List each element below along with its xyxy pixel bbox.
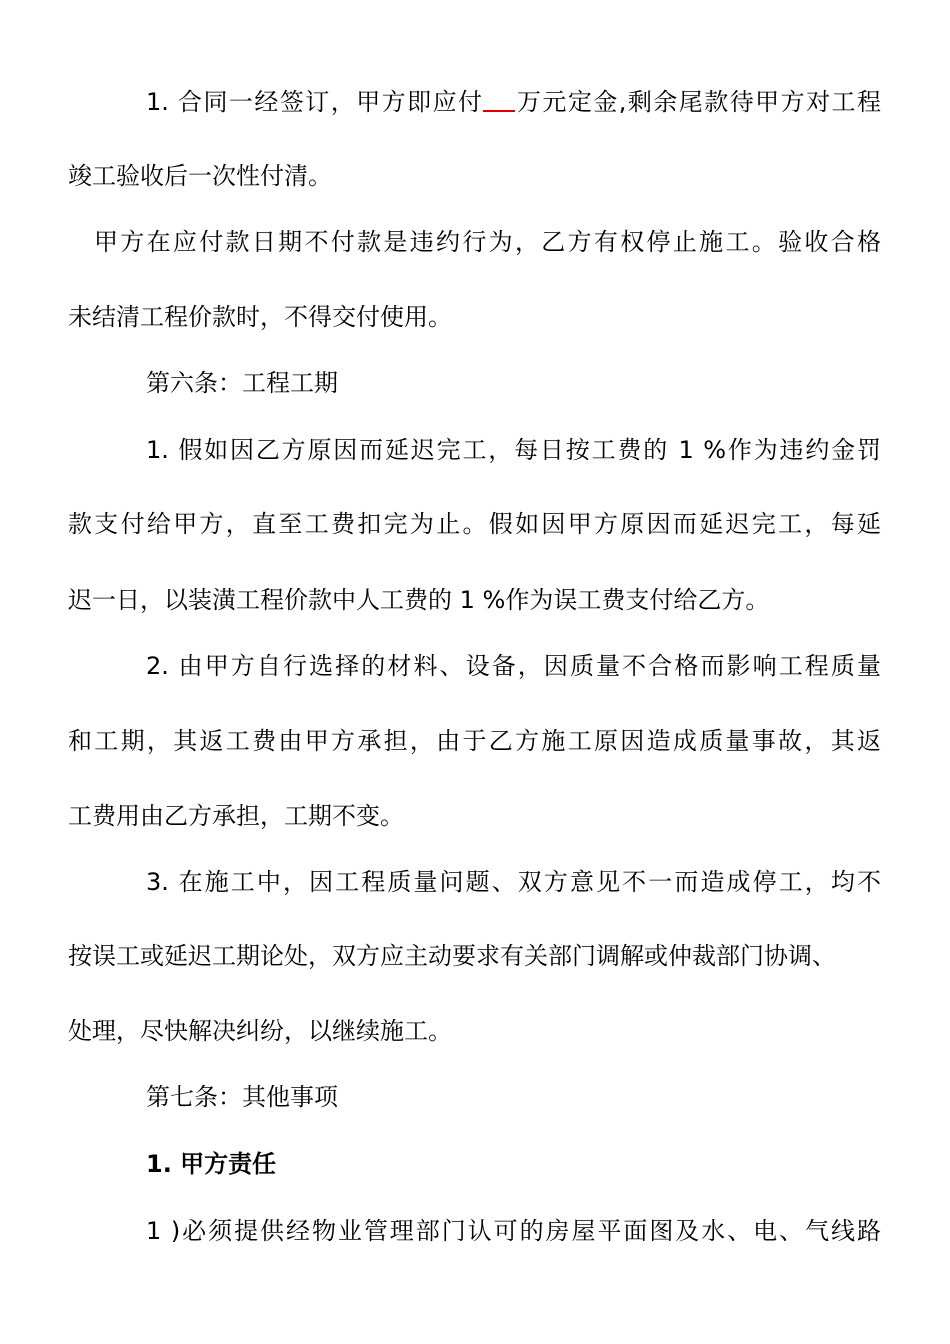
clause-7-heading: 第七条：其他事项 bbox=[146, 1083, 338, 1111]
party-a-item-1-line-1: 1 )必须提供经物业管理部门认可的房屋平面图及水、电、气线路 bbox=[146, 1217, 881, 1245]
party-a-responsibility-heading: 1. 甲方责任 bbox=[146, 1150, 277, 1178]
clause-6-item-1-line-1: 1. 假如因乙方原因而延迟完工，每日按工费的 1 %作为违约金罚 bbox=[146, 436, 881, 464]
text-segment: 万元定金,剩余尾款待甲方对工程 bbox=[515, 88, 881, 116]
deposit-amount-blank bbox=[483, 86, 515, 112]
clause-6-item-2-line-3: 工费用由乙方承担，工期不变。 bbox=[68, 802, 404, 830]
clause-6-item-1-line-2: 款支付给甲方，直至工费扣完为止。假如因甲方原因而延迟完工，每延 bbox=[68, 510, 881, 538]
clause-5-item-1-line-2: 竣工验收后一次性付清。 bbox=[68, 162, 332, 190]
clause-6-item-3-line-2: 按误工或延迟工期论处，双方应主动要求有关部门调解或仲裁部门协调、 bbox=[68, 942, 836, 970]
clause-5-paragraph-line-1: 甲方在应付款日期不付款是违约行为，乙方有权停止施工。验收合格 bbox=[94, 228, 881, 256]
clause-6-heading: 第六条：工程工期 bbox=[146, 369, 338, 397]
clause-6-item-2-line-1: 2. 由甲方自行选择的材料、设备，因质量不合格而影响工程质量 bbox=[146, 652, 881, 680]
clause-6-item-1-line-3: 迟一日，以装潢工程价款中人工费的 1 %作为误工费支付给乙方。 bbox=[68, 586, 770, 614]
clause-6-item-3-line-3: 处理，尽快解决纠纷，以继续施工。 bbox=[68, 1017, 452, 1045]
clause-5-item-1-line-1 bbox=[146, 86, 881, 118]
clause-5-paragraph-line-2: 未结清工程价款时，不得交付使用。 bbox=[68, 303, 452, 331]
text-segment: 1. 合同一经签订，甲方即应付 bbox=[146, 88, 484, 116]
clause-6-item-2-line-2: 和工期，其返工费由甲方承担，由于乙方施工原因造成质量事故，其返 bbox=[68, 727, 881, 755]
clause-6-item-3-line-1: 3. 在施工中，因工程质量问题、双方意见不一而造成停工，均不 bbox=[146, 868, 881, 896]
